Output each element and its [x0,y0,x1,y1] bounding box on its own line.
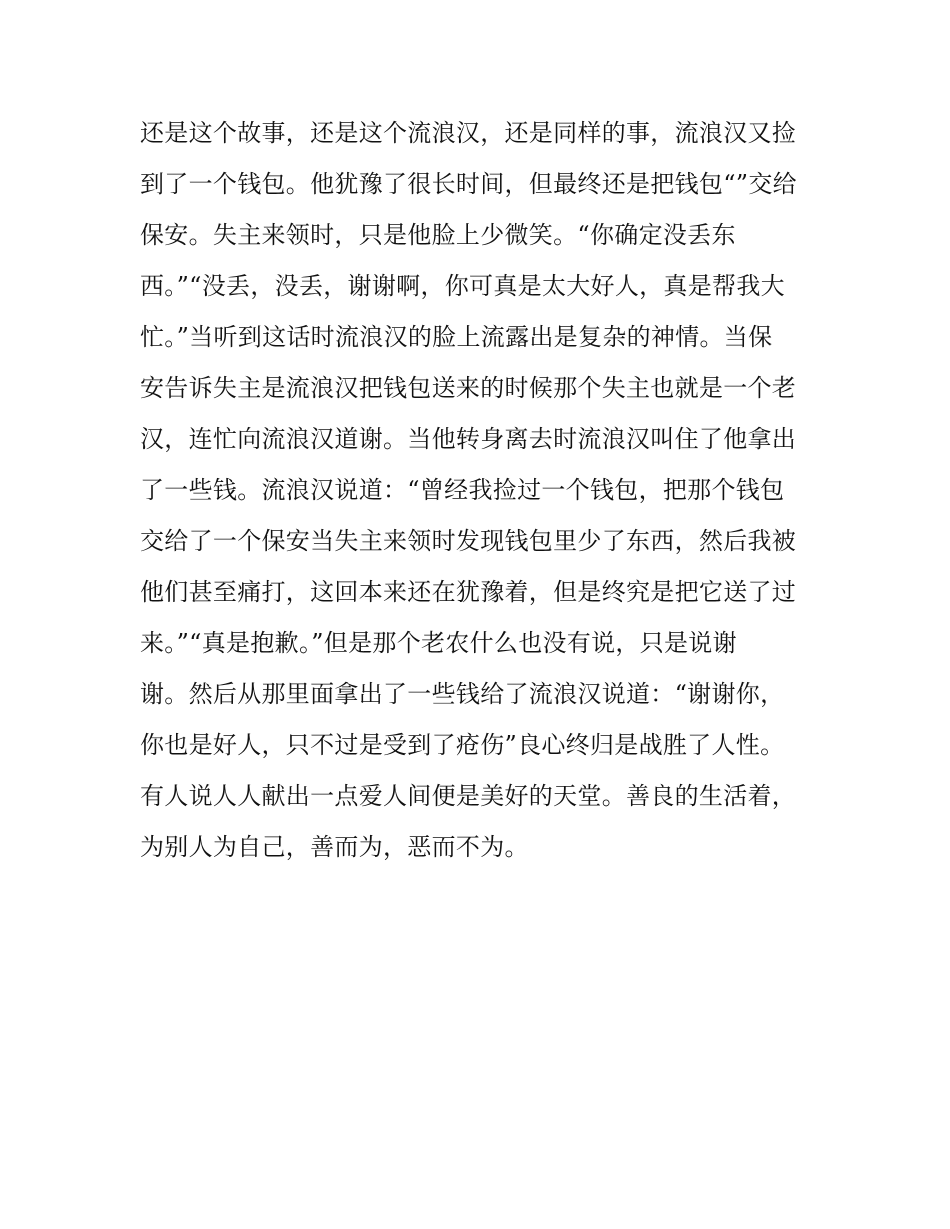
text-line: 了一些钱。流浪汉说道：“曾经我捡过一个钱包，把那个钱包 [140,476,785,504]
text-line: 忙。”当听到这话时流浪汉的脸上流露出是复杂的神情。当保 [140,323,773,351]
text-line: 你也是好人，只不过是受到了疮伤”良心终归是战胜了人性。 [140,731,785,759]
text-line: 他们甚至痛打，这回本来还在犹豫着，但是终究是把它送了过 [140,578,797,606]
text-line: 还是这个故事，还是这个流浪汉，还是同样的事，流浪汉又捡 [140,119,797,147]
body-text [140,108,840,873]
text-line: 有人说人人献出一点爱人间便是美好的天堂。善良的生活着， [140,782,797,810]
text-line: 西。”“没丢，没丢，谢谢啊，你可真是太大好人，真是帮我大 [140,272,785,300]
text-line: 来。”“真是抱歉。”但是那个老农什么也没有说，只是说谢 [140,629,737,657]
text-line: 汉，连忙向流浪汉道谢。当他转身离去时流浪汉叫住了他拿出 [140,425,797,453]
text-line: 到了一个钱包。他犹豫了很长时间，但最终还是把钱包“”交给 [140,170,797,198]
text-line: 谢。然后从那里面拿出了一些钱给了流浪汉说道：“谢谢你， [140,680,785,708]
text-line: 保安。失主来领时，只是他脸上少微笑。“你确定没丢东 [140,221,736,249]
text-line: 交给了一个保安当失主来领时发现钱包里少了东西，然后我被 [140,527,797,555]
text-line: 为别人为自己，善而为，恶而不为。 [140,833,529,861]
text-line: 安告诉失主是流浪汉把钱包送来的时候那个失主也就是一个老 [140,374,797,402]
